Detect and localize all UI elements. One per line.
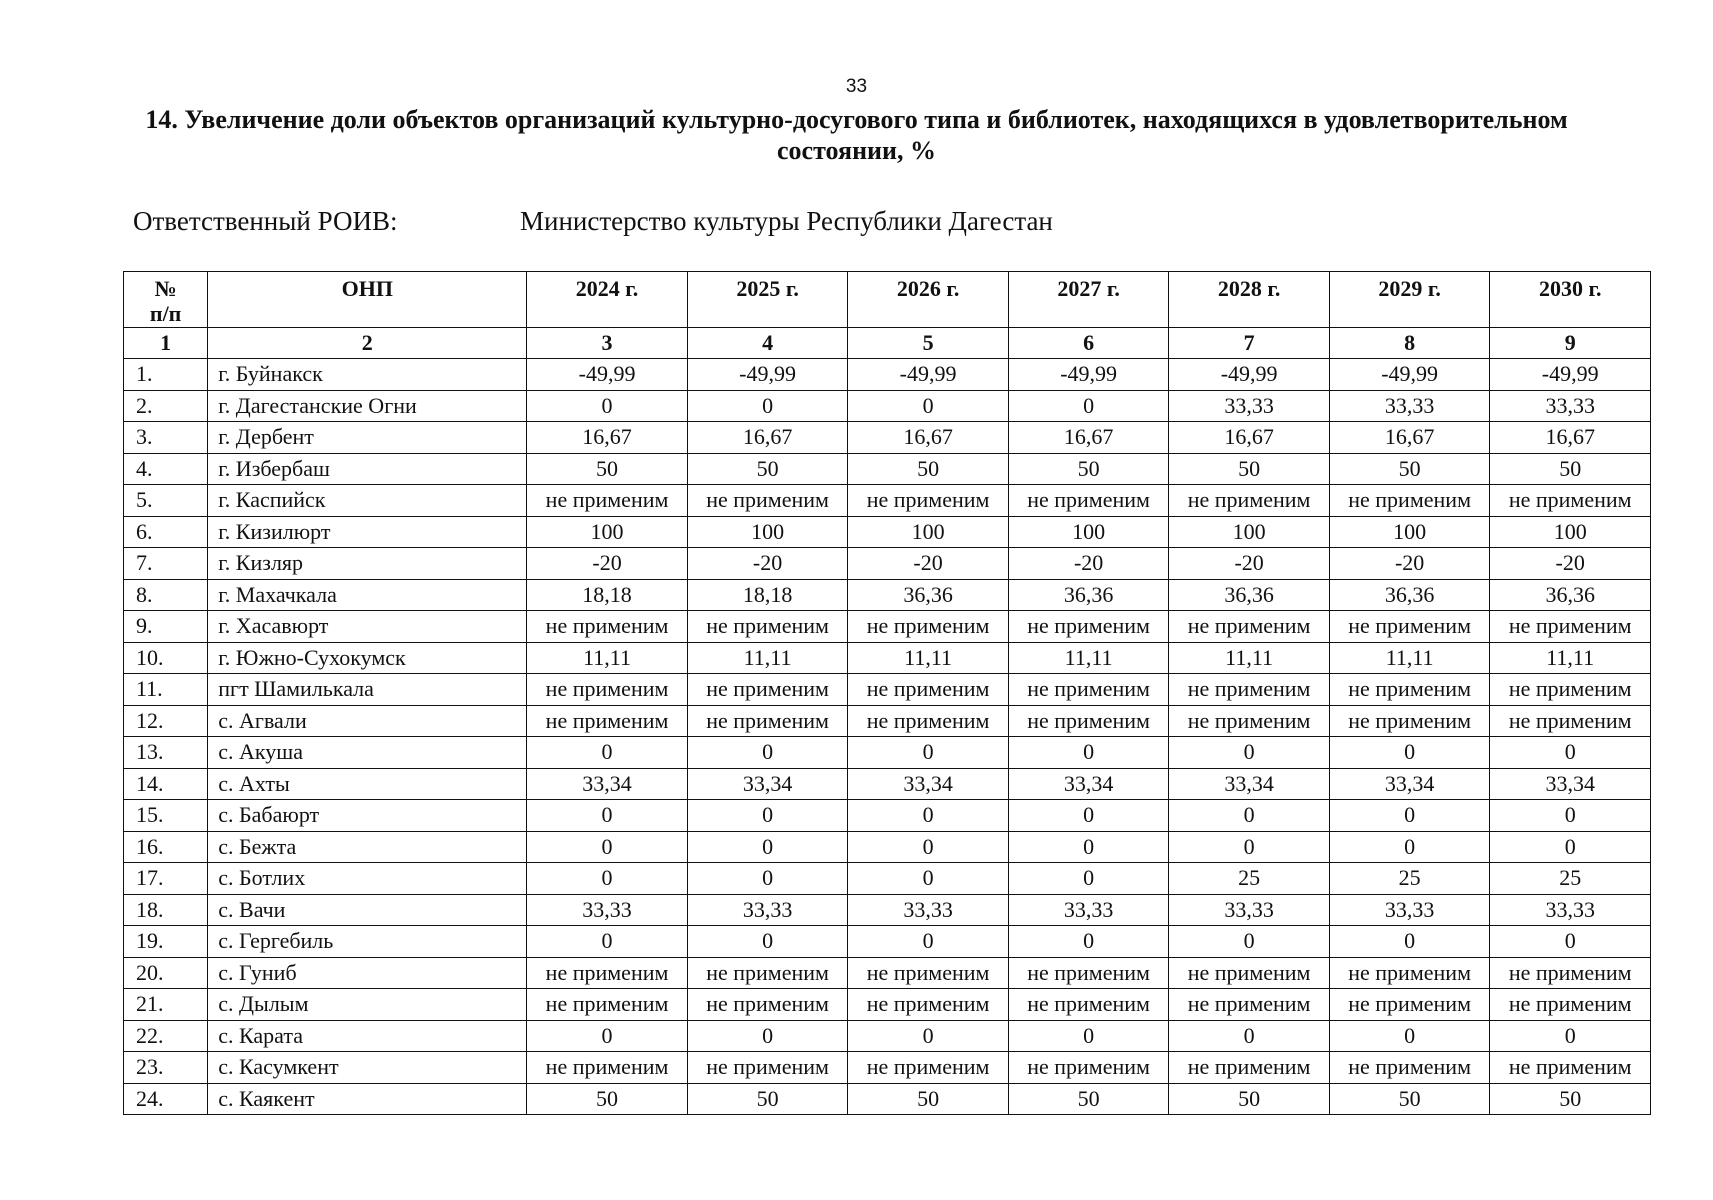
value-2030-cell: 33,33 bbox=[1490, 894, 1651, 926]
value-2027-cell: 33,34 bbox=[1008, 768, 1169, 800]
table-row bbox=[124, 548, 1651, 580]
value-2027-cell: 0 bbox=[1008, 737, 1169, 769]
row-number-cell: 12. bbox=[124, 705, 208, 737]
value-2024-cell: 0 bbox=[527, 390, 688, 422]
table-row bbox=[124, 989, 1651, 1021]
settlement-name-cell: с. Ахты bbox=[208, 768, 527, 800]
value-2029-cell: 33,33 bbox=[1329, 390, 1490, 422]
value-2027-cell: 0 bbox=[1008, 831, 1169, 863]
table-row bbox=[124, 422, 1651, 454]
page-number: 33 bbox=[845, 76, 868, 97]
value-2030-cell: не применим bbox=[1490, 485, 1651, 517]
value-2024-cell: 50 bbox=[527, 1083, 688, 1115]
value-2027-cell: 11,11 bbox=[1008, 642, 1169, 674]
value-2026-cell: -20 bbox=[848, 548, 1009, 580]
column-index-cell: 6 bbox=[1008, 328, 1169, 359]
value-2024-cell: 50 bbox=[527, 453, 688, 485]
value-2026-cell: 0 bbox=[848, 390, 1009, 422]
column-index-cell: 4 bbox=[687, 328, 848, 359]
value-2028-cell: не применим bbox=[1169, 1052, 1330, 1084]
value-2026-cell: 16,67 bbox=[848, 422, 1009, 454]
table-row bbox=[124, 1020, 1651, 1052]
value-2028-cell: 0 bbox=[1169, 1020, 1330, 1052]
header-cell-2024: 2024 г. bbox=[527, 272, 688, 328]
value-2028-cell: 16,67 bbox=[1169, 422, 1330, 454]
value-2029-cell: не применим bbox=[1329, 957, 1490, 989]
value-2028-cell: -49,99 bbox=[1169, 359, 1330, 391]
row-number-cell: 3. bbox=[124, 422, 208, 454]
value-2026-cell: 33,34 bbox=[848, 768, 1009, 800]
settlement-name-cell: с. Каякент bbox=[208, 1083, 527, 1115]
value-2024-cell: 0 bbox=[527, 863, 688, 895]
row-number-cell: 14. bbox=[124, 768, 208, 800]
settlement-name-cell: с. Гуниб bbox=[208, 957, 527, 989]
value-2027-cell: 0 bbox=[1008, 863, 1169, 895]
value-2027-cell: не применим bbox=[1008, 989, 1169, 1021]
header-row bbox=[124, 272, 1651, 328]
value-2028-cell: не применим bbox=[1169, 957, 1330, 989]
settlement-name-cell: пгт Шамилькала bbox=[208, 674, 527, 706]
header-cell-2030: 2030 г. bbox=[1490, 272, 1651, 328]
value-2024-cell: 18,18 bbox=[527, 579, 688, 611]
value-2025-cell: 0 bbox=[687, 926, 848, 958]
value-2024-cell: не применим bbox=[527, 705, 688, 737]
value-2028-cell: не применим bbox=[1169, 611, 1330, 643]
settlement-name-cell: г. Каспийск bbox=[208, 485, 527, 517]
value-2027-cell: не применим bbox=[1008, 1052, 1169, 1084]
value-2028-cell: 11,11 bbox=[1169, 642, 1330, 674]
row-number-cell: 20. bbox=[124, 957, 208, 989]
responsible-label: Ответственный РОИВ: bbox=[133, 206, 398, 236]
value-2024-cell: 100 bbox=[527, 516, 688, 548]
value-2024-cell: не применим bbox=[527, 957, 688, 989]
value-2030-cell: -20 bbox=[1490, 548, 1651, 580]
value-2025-cell: 50 bbox=[687, 453, 848, 485]
value-2025-cell: 18,18 bbox=[687, 579, 848, 611]
value-2025-cell: 0 bbox=[687, 863, 848, 895]
value-2029-cell: 100 bbox=[1329, 516, 1490, 548]
value-2026-cell: не применим bbox=[848, 1052, 1009, 1084]
header-cell-2026: 2026 г. bbox=[848, 272, 1009, 328]
row-number-cell: 6. bbox=[124, 516, 208, 548]
value-2024-cell: -20 bbox=[527, 548, 688, 580]
value-2027-cell: не применим bbox=[1008, 957, 1169, 989]
table-row bbox=[124, 642, 1651, 674]
settlement-name-cell: с. Агвали bbox=[208, 705, 527, 737]
value-2029-cell: 50 bbox=[1329, 453, 1490, 485]
table-row bbox=[124, 1083, 1651, 1115]
value-2030-cell: не применим bbox=[1490, 1052, 1651, 1084]
value-2027-cell: 36,36 bbox=[1008, 579, 1169, 611]
column-index-row bbox=[124, 328, 1651, 359]
row-number-cell: 17. bbox=[124, 863, 208, 895]
value-2027-cell: 100 bbox=[1008, 516, 1169, 548]
settlement-name-cell: с. Гергебиль bbox=[208, 926, 527, 958]
value-2026-cell: 50 bbox=[848, 1083, 1009, 1115]
table-row bbox=[124, 894, 1651, 926]
value-2029-cell: не применим bbox=[1329, 989, 1490, 1021]
row-number-cell: 15. bbox=[124, 800, 208, 832]
value-2026-cell: 11,11 bbox=[848, 642, 1009, 674]
value-2029-cell: не применим bbox=[1329, 1052, 1490, 1084]
value-2028-cell: 100 bbox=[1169, 516, 1330, 548]
row-number-cell: 22. bbox=[124, 1020, 208, 1052]
value-2026-cell: 0 bbox=[848, 831, 1009, 863]
value-2026-cell: не применим bbox=[848, 705, 1009, 737]
value-2024-cell: не применим bbox=[527, 674, 688, 706]
value-2029-cell: -49,99 bbox=[1329, 359, 1490, 391]
table-row bbox=[124, 359, 1651, 391]
value-2030-cell: 33,33 bbox=[1490, 390, 1651, 422]
value-2024-cell: 0 bbox=[527, 737, 688, 769]
settlement-name-cell: г. Хасавюрт bbox=[208, 611, 527, 643]
value-2028-cell: 0 bbox=[1169, 800, 1330, 832]
value-2026-cell: 0 bbox=[848, 863, 1009, 895]
settlement-name-cell: г. Кизилюрт bbox=[208, 516, 527, 548]
value-2026-cell: не применим bbox=[848, 611, 1009, 643]
value-2029-cell: 16,67 bbox=[1329, 422, 1490, 454]
column-index-cell: 7 bbox=[1169, 328, 1330, 359]
value-2024-cell: 0 bbox=[527, 800, 688, 832]
value-2029-cell: 0 bbox=[1329, 926, 1490, 958]
table-row bbox=[124, 737, 1651, 769]
value-2028-cell: 0 bbox=[1169, 831, 1330, 863]
row-number-cell: 10. bbox=[124, 642, 208, 674]
value-2024-cell: 0 bbox=[527, 831, 688, 863]
table-row bbox=[124, 390, 1651, 422]
value-2027-cell: не применим bbox=[1008, 705, 1169, 737]
value-2030-cell: 16,67 bbox=[1490, 422, 1651, 454]
value-2030-cell: не применим bbox=[1490, 674, 1651, 706]
value-2027-cell: 16,67 bbox=[1008, 422, 1169, 454]
value-2025-cell: не применим bbox=[687, 485, 848, 517]
value-2028-cell: 36,36 bbox=[1169, 579, 1330, 611]
settlement-name-cell: с. Дылым bbox=[208, 989, 527, 1021]
page-title: 14. Увеличение доли объектов организаций культурно-досугового типа и библиотек, находящихся в удовлетворительном состоянии, % bbox=[145, 105, 1568, 165]
row-number-cell: 23. bbox=[124, 1052, 208, 1084]
value-2030-cell: 33,34 bbox=[1490, 768, 1651, 800]
table-row bbox=[124, 957, 1651, 989]
column-index-cell: 9 bbox=[1490, 328, 1651, 359]
value-2028-cell: не применим bbox=[1169, 989, 1330, 1021]
value-2030-cell: не применим bbox=[1490, 957, 1651, 989]
value-2030-cell: 0 bbox=[1490, 1020, 1651, 1052]
value-2030-cell: 0 bbox=[1490, 831, 1651, 863]
value-2024-cell: не применим bbox=[527, 485, 688, 517]
value-2025-cell: 11,11 bbox=[687, 642, 848, 674]
value-2029-cell: 25 bbox=[1329, 863, 1490, 895]
value-2025-cell: 0 bbox=[687, 737, 848, 769]
value-2026-cell: 33,33 bbox=[848, 894, 1009, 926]
value-2029-cell: не применим bbox=[1329, 705, 1490, 737]
value-2028-cell: -20 bbox=[1169, 548, 1330, 580]
value-2025-cell: 33,34 bbox=[687, 768, 848, 800]
value-2029-cell: 36,36 bbox=[1329, 579, 1490, 611]
value-2030-cell: -49,99 bbox=[1490, 359, 1651, 391]
value-2025-cell: 0 bbox=[687, 390, 848, 422]
settlement-name-cell: г. Южно-Сухокумск bbox=[208, 642, 527, 674]
value-2028-cell: не применим bbox=[1169, 705, 1330, 737]
value-2030-cell: не применим bbox=[1490, 611, 1651, 643]
value-2025-cell: не применим bbox=[687, 989, 848, 1021]
row-number-cell: 9. bbox=[124, 611, 208, 643]
header-cell-2025: 2025 г. bbox=[687, 272, 848, 328]
value-2028-cell: 25 bbox=[1169, 863, 1330, 895]
table-row bbox=[124, 485, 1651, 517]
value-2029-cell: 0 bbox=[1329, 1020, 1490, 1052]
table-row bbox=[124, 705, 1651, 737]
value-2028-cell: 33,34 bbox=[1169, 768, 1330, 800]
header-cell-number bbox=[124, 272, 208, 328]
responsible-value: Министерство культуры Республики Дагестан bbox=[520, 206, 1053, 236]
row-number-cell: 24. bbox=[124, 1083, 208, 1115]
value-2026-cell: 0 bbox=[848, 926, 1009, 958]
value-2028-cell: 50 bbox=[1169, 1083, 1330, 1115]
header-number-pp: п/п bbox=[149, 301, 182, 326]
settlement-name-cell: г. Избербаш bbox=[208, 453, 527, 485]
value-2025-cell: не применим bbox=[687, 705, 848, 737]
row-number-cell: 2. bbox=[124, 390, 208, 422]
table-row bbox=[124, 579, 1651, 611]
value-2027-cell: 0 bbox=[1008, 1020, 1169, 1052]
value-2029-cell: не применим bbox=[1329, 485, 1490, 517]
column-index-cell: 2 bbox=[208, 328, 527, 359]
value-2030-cell: 36,36 bbox=[1490, 579, 1651, 611]
value-2026-cell: 50 bbox=[848, 453, 1009, 485]
row-number-cell: 7. bbox=[124, 548, 208, 580]
settlement-name-cell: с. Бабаюрт bbox=[208, 800, 527, 832]
value-2027-cell: 0 bbox=[1008, 390, 1169, 422]
value-2027-cell: 50 bbox=[1008, 1083, 1169, 1115]
column-index-cell: 8 bbox=[1329, 328, 1490, 359]
header-cell-2027: 2027 г. bbox=[1008, 272, 1169, 328]
value-2029-cell: 11,11 bbox=[1329, 642, 1490, 674]
value-2029-cell: 33,33 bbox=[1329, 894, 1490, 926]
settlement-name-cell: с. Касумкент bbox=[208, 1052, 527, 1084]
table-row bbox=[124, 800, 1651, 832]
value-2028-cell: 33,33 bbox=[1169, 894, 1330, 926]
table-row bbox=[124, 674, 1651, 706]
value-2028-cell: 0 bbox=[1169, 926, 1330, 958]
row-number-cell: 18. bbox=[124, 894, 208, 926]
value-2024-cell: не применим bbox=[527, 989, 688, 1021]
row-number-cell: 21. bbox=[124, 989, 208, 1021]
value-2029-cell: не применим bbox=[1329, 611, 1490, 643]
row-number-cell: 4. bbox=[124, 453, 208, 485]
settlement-name-cell: с. Карата bbox=[208, 1020, 527, 1052]
row-number-cell: 8. bbox=[124, 579, 208, 611]
value-2026-cell: не применим bbox=[848, 674, 1009, 706]
value-2026-cell: 0 bbox=[848, 1020, 1009, 1052]
table-row bbox=[124, 516, 1651, 548]
header-number-sign: № bbox=[154, 276, 177, 301]
value-2025-cell: 16,67 bbox=[687, 422, 848, 454]
value-2024-cell: 11,11 bbox=[527, 642, 688, 674]
value-2027-cell: не применим bbox=[1008, 611, 1169, 643]
value-2030-cell: 25 bbox=[1490, 863, 1651, 895]
value-2026-cell: 0 bbox=[848, 737, 1009, 769]
value-2028-cell: 0 bbox=[1169, 737, 1330, 769]
value-2025-cell: не применим bbox=[687, 957, 848, 989]
header-cell-2028: 2028 г. bbox=[1169, 272, 1330, 328]
table-row bbox=[124, 926, 1651, 958]
settlement-name-cell: г. Кизляр bbox=[208, 548, 527, 580]
settlement-name-cell: г. Буйнакск bbox=[208, 359, 527, 391]
value-2025-cell: не применим bbox=[687, 674, 848, 706]
value-2027-cell: 0 bbox=[1008, 926, 1169, 958]
settlement-name-cell: с. Акуша bbox=[208, 737, 527, 769]
header-cell-2029: 2029 г. bbox=[1329, 272, 1490, 328]
value-2025-cell: 0 bbox=[687, 800, 848, 832]
value-2026-cell: не применим bbox=[848, 989, 1009, 1021]
row-number-cell: 5. bbox=[124, 485, 208, 517]
column-index-cell: 3 bbox=[527, 328, 688, 359]
value-2026-cell: не применим bbox=[848, 957, 1009, 989]
value-2024-cell: 33,34 bbox=[527, 768, 688, 800]
settlement-name-cell: с. Вачи bbox=[208, 894, 527, 926]
value-2026-cell: 100 bbox=[848, 516, 1009, 548]
value-2027-cell: 50 bbox=[1008, 453, 1169, 485]
header-cell-onp: ОНП bbox=[208, 272, 527, 328]
data-table bbox=[123, 271, 1651, 1115]
row-number-cell: 11. bbox=[124, 674, 208, 706]
value-2027-cell: -20 bbox=[1008, 548, 1169, 580]
value-2025-cell: 0 bbox=[687, 831, 848, 863]
column-index-cell: 5 bbox=[848, 328, 1009, 359]
value-2025-cell: -20 bbox=[687, 548, 848, 580]
value-2027-cell: не применим bbox=[1008, 485, 1169, 517]
table-row bbox=[124, 863, 1651, 895]
settlement-name-cell: г. Дагестанские Огни bbox=[208, 390, 527, 422]
value-2030-cell: не применим bbox=[1490, 989, 1651, 1021]
value-2027-cell: не применим bbox=[1008, 674, 1169, 706]
value-2026-cell: -49,99 bbox=[848, 359, 1009, 391]
value-2025-cell: 0 bbox=[687, 1020, 848, 1052]
table-row bbox=[124, 768, 1651, 800]
row-number-cell: 13. bbox=[124, 737, 208, 769]
value-2026-cell: не применим bbox=[848, 485, 1009, 517]
value-2029-cell: не применим bbox=[1329, 674, 1490, 706]
value-2028-cell: не применим bbox=[1169, 674, 1330, 706]
value-2028-cell: 33,33 bbox=[1169, 390, 1330, 422]
table-body bbox=[124, 359, 1651, 1115]
value-2030-cell: 50 bbox=[1490, 1083, 1651, 1115]
value-2026-cell: 36,36 bbox=[848, 579, 1009, 611]
row-number-cell: 1. bbox=[124, 359, 208, 391]
value-2025-cell: 100 bbox=[687, 516, 848, 548]
settlement-name-cell: г. Дербент bbox=[208, 422, 527, 454]
value-2029-cell: 0 bbox=[1329, 831, 1490, 863]
value-2025-cell: -49,99 bbox=[687, 359, 848, 391]
row-number-cell: 19. bbox=[124, 926, 208, 958]
settlement-name-cell: с. Ботлих bbox=[208, 863, 527, 895]
value-2030-cell: 0 bbox=[1490, 926, 1651, 958]
value-2029-cell: -20 bbox=[1329, 548, 1490, 580]
table-row bbox=[124, 831, 1651, 863]
value-2030-cell: не применим bbox=[1490, 705, 1651, 737]
value-2030-cell: 50 bbox=[1490, 453, 1651, 485]
value-2027-cell: 0 bbox=[1008, 800, 1169, 832]
value-2027-cell: 33,33 bbox=[1008, 894, 1169, 926]
value-2024-cell: 0 bbox=[527, 926, 688, 958]
value-2030-cell: 100 bbox=[1490, 516, 1651, 548]
value-2030-cell: 11,11 bbox=[1490, 642, 1651, 674]
settlement-name-cell: г. Махачкала bbox=[208, 579, 527, 611]
value-2027-cell: -49,99 bbox=[1008, 359, 1169, 391]
value-2024-cell: 16,67 bbox=[527, 422, 688, 454]
value-2026-cell: 0 bbox=[848, 800, 1009, 832]
value-2030-cell: 0 bbox=[1490, 800, 1651, 832]
value-2025-cell: не применим bbox=[687, 611, 848, 643]
value-2029-cell: 50 bbox=[1329, 1083, 1490, 1115]
row-number-cell: 16. bbox=[124, 831, 208, 863]
value-2024-cell: 33,33 bbox=[527, 894, 688, 926]
value-2029-cell: 33,34 bbox=[1329, 768, 1490, 800]
table-row bbox=[124, 611, 1651, 643]
value-2024-cell: -49,99 bbox=[527, 359, 688, 391]
value-2024-cell: не применим bbox=[527, 611, 688, 643]
value-2028-cell: не применим bbox=[1169, 485, 1330, 517]
table-row bbox=[124, 453, 1651, 485]
value-2029-cell: 0 bbox=[1329, 737, 1490, 769]
column-index-cell: 1 bbox=[124, 328, 208, 359]
settlement-name-cell: с. Бежта bbox=[208, 831, 527, 863]
value-2025-cell: 33,33 bbox=[687, 894, 848, 926]
value-2024-cell: 0 bbox=[527, 1020, 688, 1052]
value-2025-cell: 50 bbox=[687, 1083, 848, 1115]
value-2025-cell: не применим bbox=[687, 1052, 848, 1084]
value-2029-cell: 0 bbox=[1329, 800, 1490, 832]
table-row bbox=[124, 1052, 1651, 1084]
value-2030-cell: 0 bbox=[1490, 737, 1651, 769]
value-2028-cell: 50 bbox=[1169, 453, 1330, 485]
value-2024-cell: не применим bbox=[527, 1052, 688, 1084]
